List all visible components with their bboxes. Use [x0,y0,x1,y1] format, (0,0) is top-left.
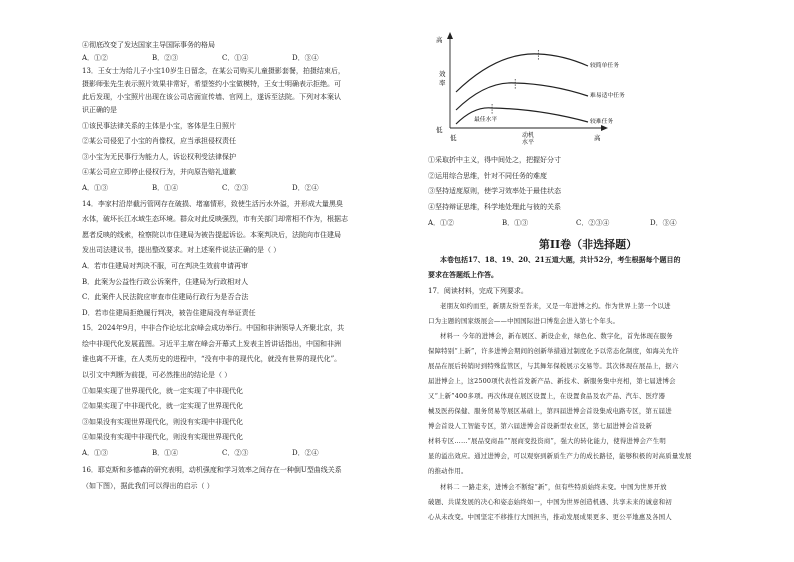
material1-line: 展品在展后转销时到特殊监管区，与其舞年保税展示交易等。其次体现在展品上，据六 [428,362,679,370]
q14-stem-line: 愿者反映的线索，检察院以市住建局为被告提起诉讼。本案判决后，法院向市住建局 [82,231,341,239]
yerkes-dodson-chart [434,28,634,148]
q14-stem-line: 14．李家村沿岸截污管网存在破损、堵塞情形，致使生活污水外溢，并形成大量黑臭 [82,200,343,208]
material2-line: 材料二 一路走来，进博会不断绽“新”，但有些特质始终未变。中国为世界开放 [440,483,667,491]
material1-line: 显的溢出效应。通过进博会，可以观察到新质生产力的成长路径，能够积极的对高质量发展 [428,452,692,460]
q12-choice-a[interactable]: A．①② [82,54,109,62]
q16-stem-line: 16．耶克斯和多德森的研究表明，动机强度和学习效率之间存在一种倒U型曲线关系 [82,466,342,474]
x-tick-low: 低 [450,134,457,142]
q13-stem-line: 摄影师张先生表示照片效果非常好，希望签约小宝做模特，王女士明确表示拒绝。可 [82,80,341,88]
y-tick-high: 高 [436,36,443,44]
material1-line: 械及医药保健、服务贸易等展区基础上，第四届进博会首设集成电路专区，第五届进 [428,407,672,415]
q16-choice-a[interactable]: A．①② [428,219,455,227]
curve-1 [456,54,588,92]
curve-2 [456,83,588,110]
q15-item-1: ①如果实现了世界现代化，就一定实现了中非现代化 [82,387,243,395]
material2-line: 破题、共谋发展的决心和姿态始终如一，中国为世界创造机遇、共享未来的诚意和初 [428,498,672,506]
q13-choice-a[interactable]: A．①③ [82,184,109,192]
q15-choice-d[interactable]: D．②④ [292,449,319,457]
q14-option-d[interactable]: D．若市住建局拒绝履行判决，被告住建局没有举证责任 [82,309,256,317]
q16-stem-line: （如下图），据此我们可以得出的启示（ ） [82,482,214,490]
y-axis-label-char: 率 [439,79,446,87]
q15-item-4: ④如果没有实现中非现代化，则没有实现世界现代化 [82,433,243,441]
x-axis-arrow [601,125,608,131]
q13-choice-c[interactable]: C．②③ [222,184,249,192]
x-axis-label-line-2: 水平 [521,139,535,146]
material2-line: 心从未改变。中国坚定不移推行大国担当，推动发展成果更多、更公平地惠及各国人 [428,513,672,521]
q15-stem-line: 绘中非现代化发展蓝图。习近平主席在峰会开幕式上发表主旨讲话指出，中国和非洲 [82,340,341,348]
x-tick-high: 高 [594,134,601,142]
q17-intro-line: 口为主题的国家级展会——中国国际进口博览会进入第七个年头。 [428,317,620,325]
material1-line: 博会首设人工智能专区，第六届进博会首设新型农业区，第七届进博会首设新 [428,422,653,430]
material1-line: 又“上新”400多项。再次体现在展区设置上，在设置食品及农产品、汽车、医疗器 [428,392,666,400]
q15-stem-line: 15．2024年9月，中非合作论坛北京峰会成功举行。中国和非洲领导人齐聚北京，共 [82,324,345,332]
q13-stem-line: 识正确的是 [82,106,117,114]
q13-stem-line: 13．王女士为给儿子小宝10岁生日留念，在某公司购买儿童摄影套餐，拍摄结束后， [82,67,345,75]
y-tick-low: 低 [436,126,443,134]
q16-choice-d[interactable]: D．③④ [650,219,677,227]
q12-choice-c[interactable]: C．①④ [222,54,249,62]
q13-stem-line: 此后发现，小宝照片出现在该公司店面宣传墙、官网上，遂诉至法院。下列对本案认 [82,93,341,101]
q16-item-4: ④坚持辩证思维，科学地处理此与彼的关系 [428,203,561,211]
q14-option-a[interactable]: A．若市住建局对判决不服，可在判决生效前申请再审 [82,262,249,270]
q17-label: 17．阅读材料，完成下列要求。 [428,287,528,295]
q14-option-b[interactable]: B．此案为公益性行政公诉案件，住建局为行政相对人 [82,278,249,286]
material1-line: 的推动作用。 [428,467,468,475]
y-axis-label-char: 效 [439,70,446,78]
chart-curves [456,50,625,125]
q15-stem-line: 谁也离不开谁，在人类历史的进程中，“没有中非的现代化，就没有世界的现代化”。 [82,355,342,363]
q13-item-4: ④某公司应立即停止侵权行为，并向原告赔礼道歉 [82,168,236,176]
q12-option-4: ④彻底改变了发达国家主导国际事务的格局 [82,41,215,49]
q15-stem-line: 以引文中判断为前提，可必然推出的结论是（ ） [82,371,232,379]
q14-option-c[interactable]: C．此案件人民法院应审查市住建局行政行为是否合法 [82,293,249,301]
material1-line: 保障特别“上新”，许多进博会期间的创新举措通过制度化予以常态化制度，如海关允许 [428,347,679,355]
series-label-1: 较简单任务 [590,63,619,69]
q13-choice-b[interactable]: B．①④ [152,184,179,192]
section-ii-title: 第II卷（非选择题） [538,238,638,251]
section-note-line: 本卷包括17、18、19、20、21五道大题，共计52分，考生根据每个题目的 [440,255,681,264]
series-label-2: 难易适中任务 [590,93,625,99]
q12-choice-b[interactable]: B．②③ [152,54,179,62]
chart-axes [447,32,608,131]
q13-choice-d[interactable]: D．②④ [292,184,319,192]
q14-stem-line: 发出司法建议书，提出整改要求。对上述案件说法正确的是（ ） [82,246,281,254]
q16-choice-b[interactable]: B．①③ [502,219,529,227]
section-note-line: 要求在答题纸上作答。 [428,270,498,279]
q12-choice-d[interactable]: D．③④ [292,54,319,62]
optimum-level-annotation: 最佳水平 [474,117,498,123]
q16-item-2: ②运用综合思维，针对不同任务的难度 [428,172,547,180]
q15-item-3: ③如果没有实现世界现代化，则没有实现中非现代化 [82,418,243,426]
material1-line: 材料一 今年的进博会，新布展区、新设企业，绿色化、数字化，首先体现在服务 [440,332,673,340]
y-axis-arrow [447,32,453,39]
q16-item-1: ①采取折中主义，得中间处之，把握好分寸 [428,156,561,164]
q15-item-2: ②如果实现了中非现代化，就一定实现了世界现代化 [82,402,243,410]
q15-choice-a[interactable]: A．①③ [82,449,109,457]
material1-line: 届进博会上，这2500项代表性首发新产品、新技术、新服务集中亮相，第七届进博会 [428,377,676,385]
series-label-3: 较难任务 [590,119,614,125]
q15-choice-c[interactable]: C．②③ [222,449,249,457]
q13-item-3: ③小宝为无民事行为能力人，诉讼权利受法律保护 [82,153,236,161]
q13-item-2: ②某公司侵犯了小宝的肖像权，应当承担侵权责任 [82,137,236,145]
material1-line: 材料专区……“展品变商品”“展商变投资商”，强大的转化能力，使得进博会产生明 [428,437,666,445]
q16-item-3: ③坚持适度原则，使学习效率处于最佳状态 [428,187,561,195]
q17-intro-line: 老朋友如约而至，新朋友纷至沓来，又是一年进博之约。作为世界上第一个以进 [440,302,671,310]
x-axis-label-line-1: 动机 [521,132,535,139]
q16-choice-c[interactable]: C．②③④ [576,219,610,227]
q14-stem-line: 水体，破坏长江水域生态环境。群众对此反映强烈，市有关部门却常相不作为，根据志 [82,215,348,223]
q15-choice-b[interactable]: B．①④ [152,449,179,457]
q13-item-1: ①该民事法律关系的主体是小宝，客体是生日照片 [82,122,236,130]
